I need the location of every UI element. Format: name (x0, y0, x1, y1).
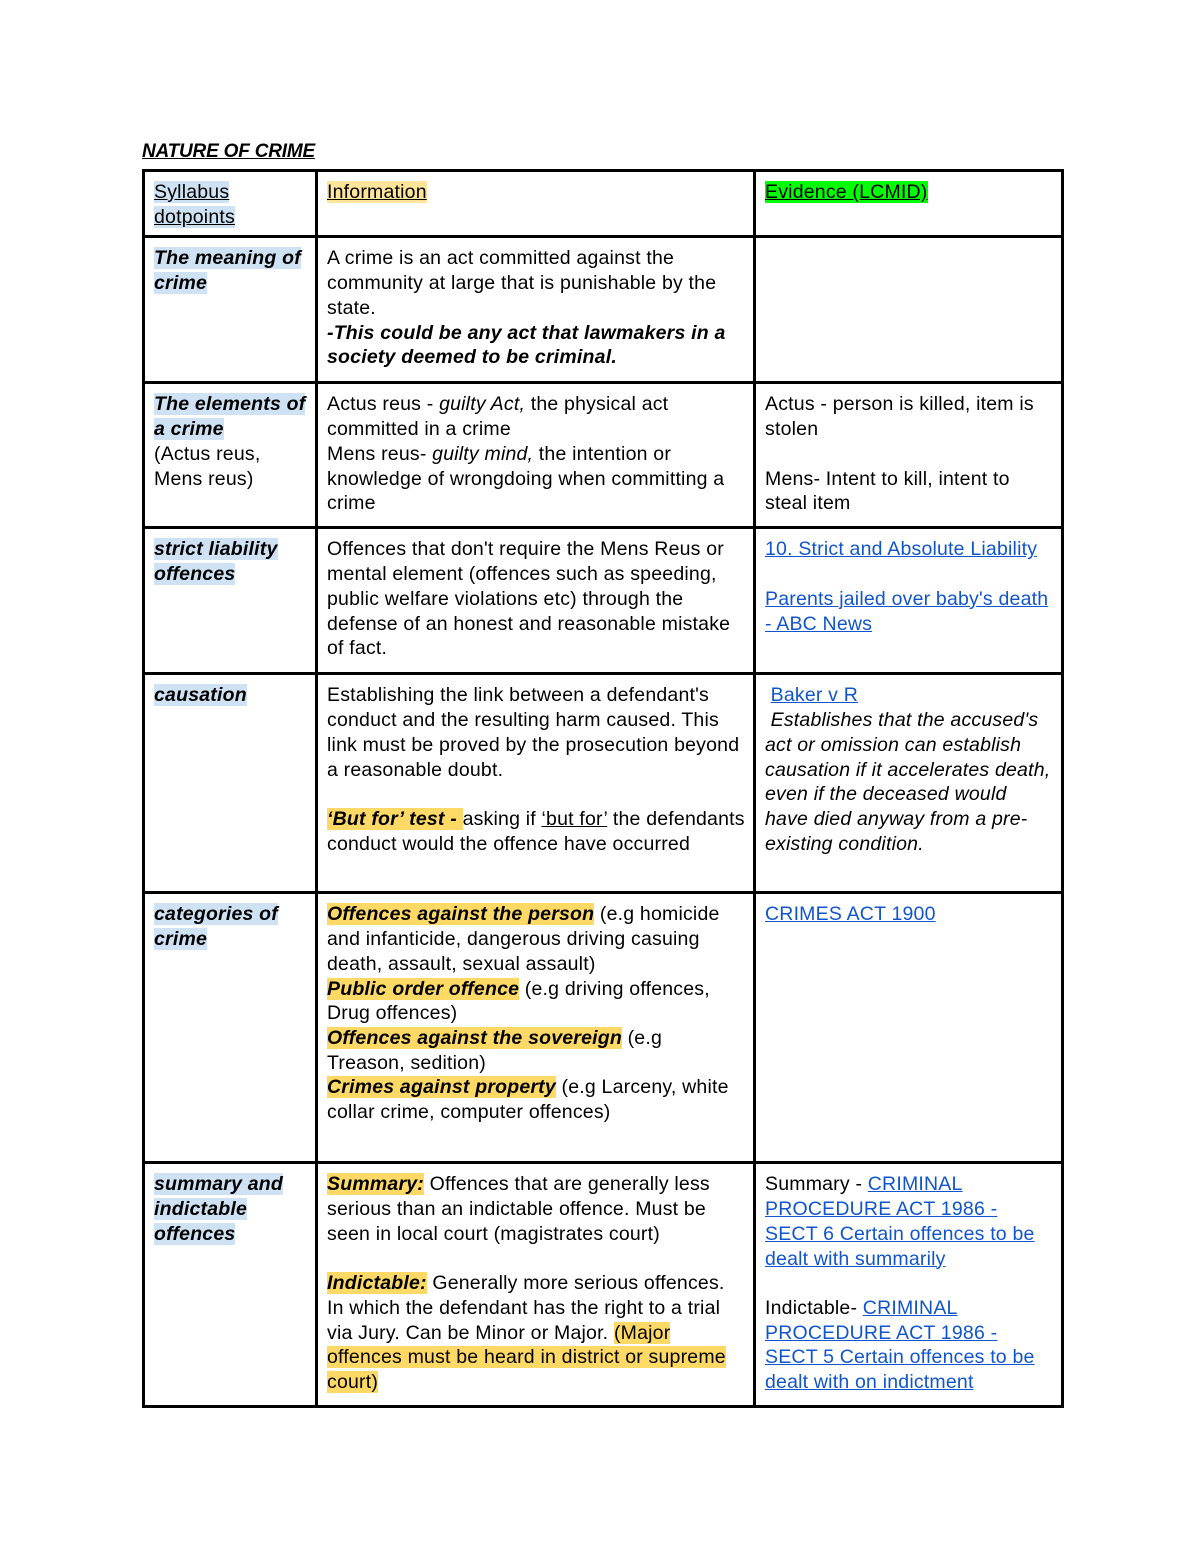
cat-public-order-label: Public order offence (327, 977, 520, 1000)
header-information-cell (317, 171, 755, 237)
strict-info-text: Offences that don't require the Mens Reus or mental element (offences such as speeding, public welfare violations etc) through the defense of an honest and reasonable mistake of fact. (327, 538, 731, 660)
cat-person-label: Offences against the person (327, 903, 595, 926)
baker-case-text: Establishes that the accused's act or omission can establish causation if it accelerates death, even if the deceased would have died anyway from a pre-existing condition. (765, 709, 1051, 855)
table-row (144, 893, 1063, 1163)
but-for-underlined: ‘but for’ (541, 807, 608, 830)
actus-italic: guilty Act, (439, 393, 526, 416)
but-for-label: ‘But for’ test - (327, 807, 463, 830)
topic-elements-of-crime: The elements of a crime (154, 393, 306, 441)
topic-strict-liability: strict liability offences (154, 538, 278, 586)
table-header-row (144, 171, 1063, 237)
cat-property-label: Crimes against property (327, 1076, 556, 1099)
topic-meaning-of-crime: The meaning of crime (154, 247, 301, 295)
table-row (144, 528, 1063, 674)
but-for-rest: the defendants conduct would the offence have occurred (327, 807, 745, 855)
actus-label: Actus reus - (327, 393, 440, 416)
mens-italic: guilty mind, (432, 442, 534, 465)
meaning-evidence-cell (755, 237, 1063, 383)
cat-public-order-text: (e.g driving offences, Drug offences) (327, 977, 710, 1025)
header-evidence-cell (755, 171, 1063, 237)
meaning-info-text: A crime is an act committed against the community at large that is punishable by the state. (327, 247, 717, 319)
abc-news-link[interactable]: Parents jailed over baby's death - ABC News (765, 587, 1049, 635)
cat-person-text: (e.g homicide and infanticide, dangerous driving casuing death, assault, sexual assault) (327, 903, 720, 975)
actus-rest: the physical act committed in a crime (327, 393, 669, 441)
causation-info-text: Establishing the link between a defendant's conduct and the resulting harm caused. This link must be proved by the prosecution beyond a reasonable doubt. (327, 684, 740, 781)
strict-absolute-liability-link[interactable]: 10. Strict and Absolute Liability (765, 538, 1038, 561)
table-row (144, 383, 1063, 528)
indictable-label: Indictable: (327, 1272, 427, 1295)
notes-table (142, 169, 1064, 1408)
topic-elements-sub: (Actus reus, Mens reus) (154, 442, 261, 490)
meaning-info-bold: -This could be any act that lawmakers in a society deemed to be criminal. (327, 321, 726, 369)
topic-categories-of-crime: categories of crime (154, 903, 278, 951)
page-title: NATURE OF CRIME (142, 141, 315, 162)
topic-summary-indictable: summary and indictable offences (154, 1173, 283, 1245)
mens-rest: the intention or knowledge of wrongdoing when committing a crime (327, 442, 725, 515)
header-information: Information (327, 181, 427, 203)
but-for-pre: asking if (462, 807, 542, 830)
ev-indictable-label: Indictable- (765, 1296, 863, 1319)
table-row (144, 237, 1063, 383)
baker-v-r-link[interactable]: Baker v R (770, 684, 859, 707)
summary-text: Offences that are generally less serious than an indictable offence. Must be seen in local court (magistrates court) (327, 1173, 710, 1245)
header-evidence: Evidence (LCMID) (765, 181, 928, 203)
cat-sovereign-label: Offences against the sovereign (327, 1026, 622, 1049)
table-row (144, 1163, 1063, 1407)
crimes-act-link[interactable]: CRIMES ACT 1900 (765, 903, 936, 926)
mens-label: Mens reus- (327, 442, 433, 465)
header-syllabus-cell (144, 171, 317, 237)
indictable-highlight: (Major offences must be heard in district or supreme court) (327, 1321, 726, 1394)
header-syllabus: Syllabus dotpoints (154, 181, 235, 228)
topic-causation: causation (154, 684, 247, 707)
criminal-procedure-sect6-link[interactable]: CRIMINAL PROCEDURE ACT 1986 - SECT 6 Certain offences to be dealt with summarily (765, 1173, 1035, 1270)
summary-label: Summary: (327, 1173, 424, 1196)
cat-sovereign-text: (e.g Treason, sedition) (327, 1026, 663, 1074)
indictable-text: Generally more serious offences. In which the defendant has the right to a trial via Jury. Can be Minor or Major. (327, 1272, 725, 1344)
evidence-mens: Mens- Intent to kill, intent to steal item (765, 467, 1010, 515)
evidence-actus: Actus - person is killed, item is stolen (765, 393, 1034, 441)
ev-summary-label: Summary - (765, 1173, 868, 1196)
criminal-procedure-sect5-link[interactable]: CRIMINAL PROCEDURE ACT 1986 - SECT 5 Certain offences to be dealt with on indictment (765, 1296, 1035, 1394)
cat-property-text: (e.g Larceny, white collar crime, computer offences) (327, 1076, 729, 1124)
table-row (144, 674, 1063, 893)
